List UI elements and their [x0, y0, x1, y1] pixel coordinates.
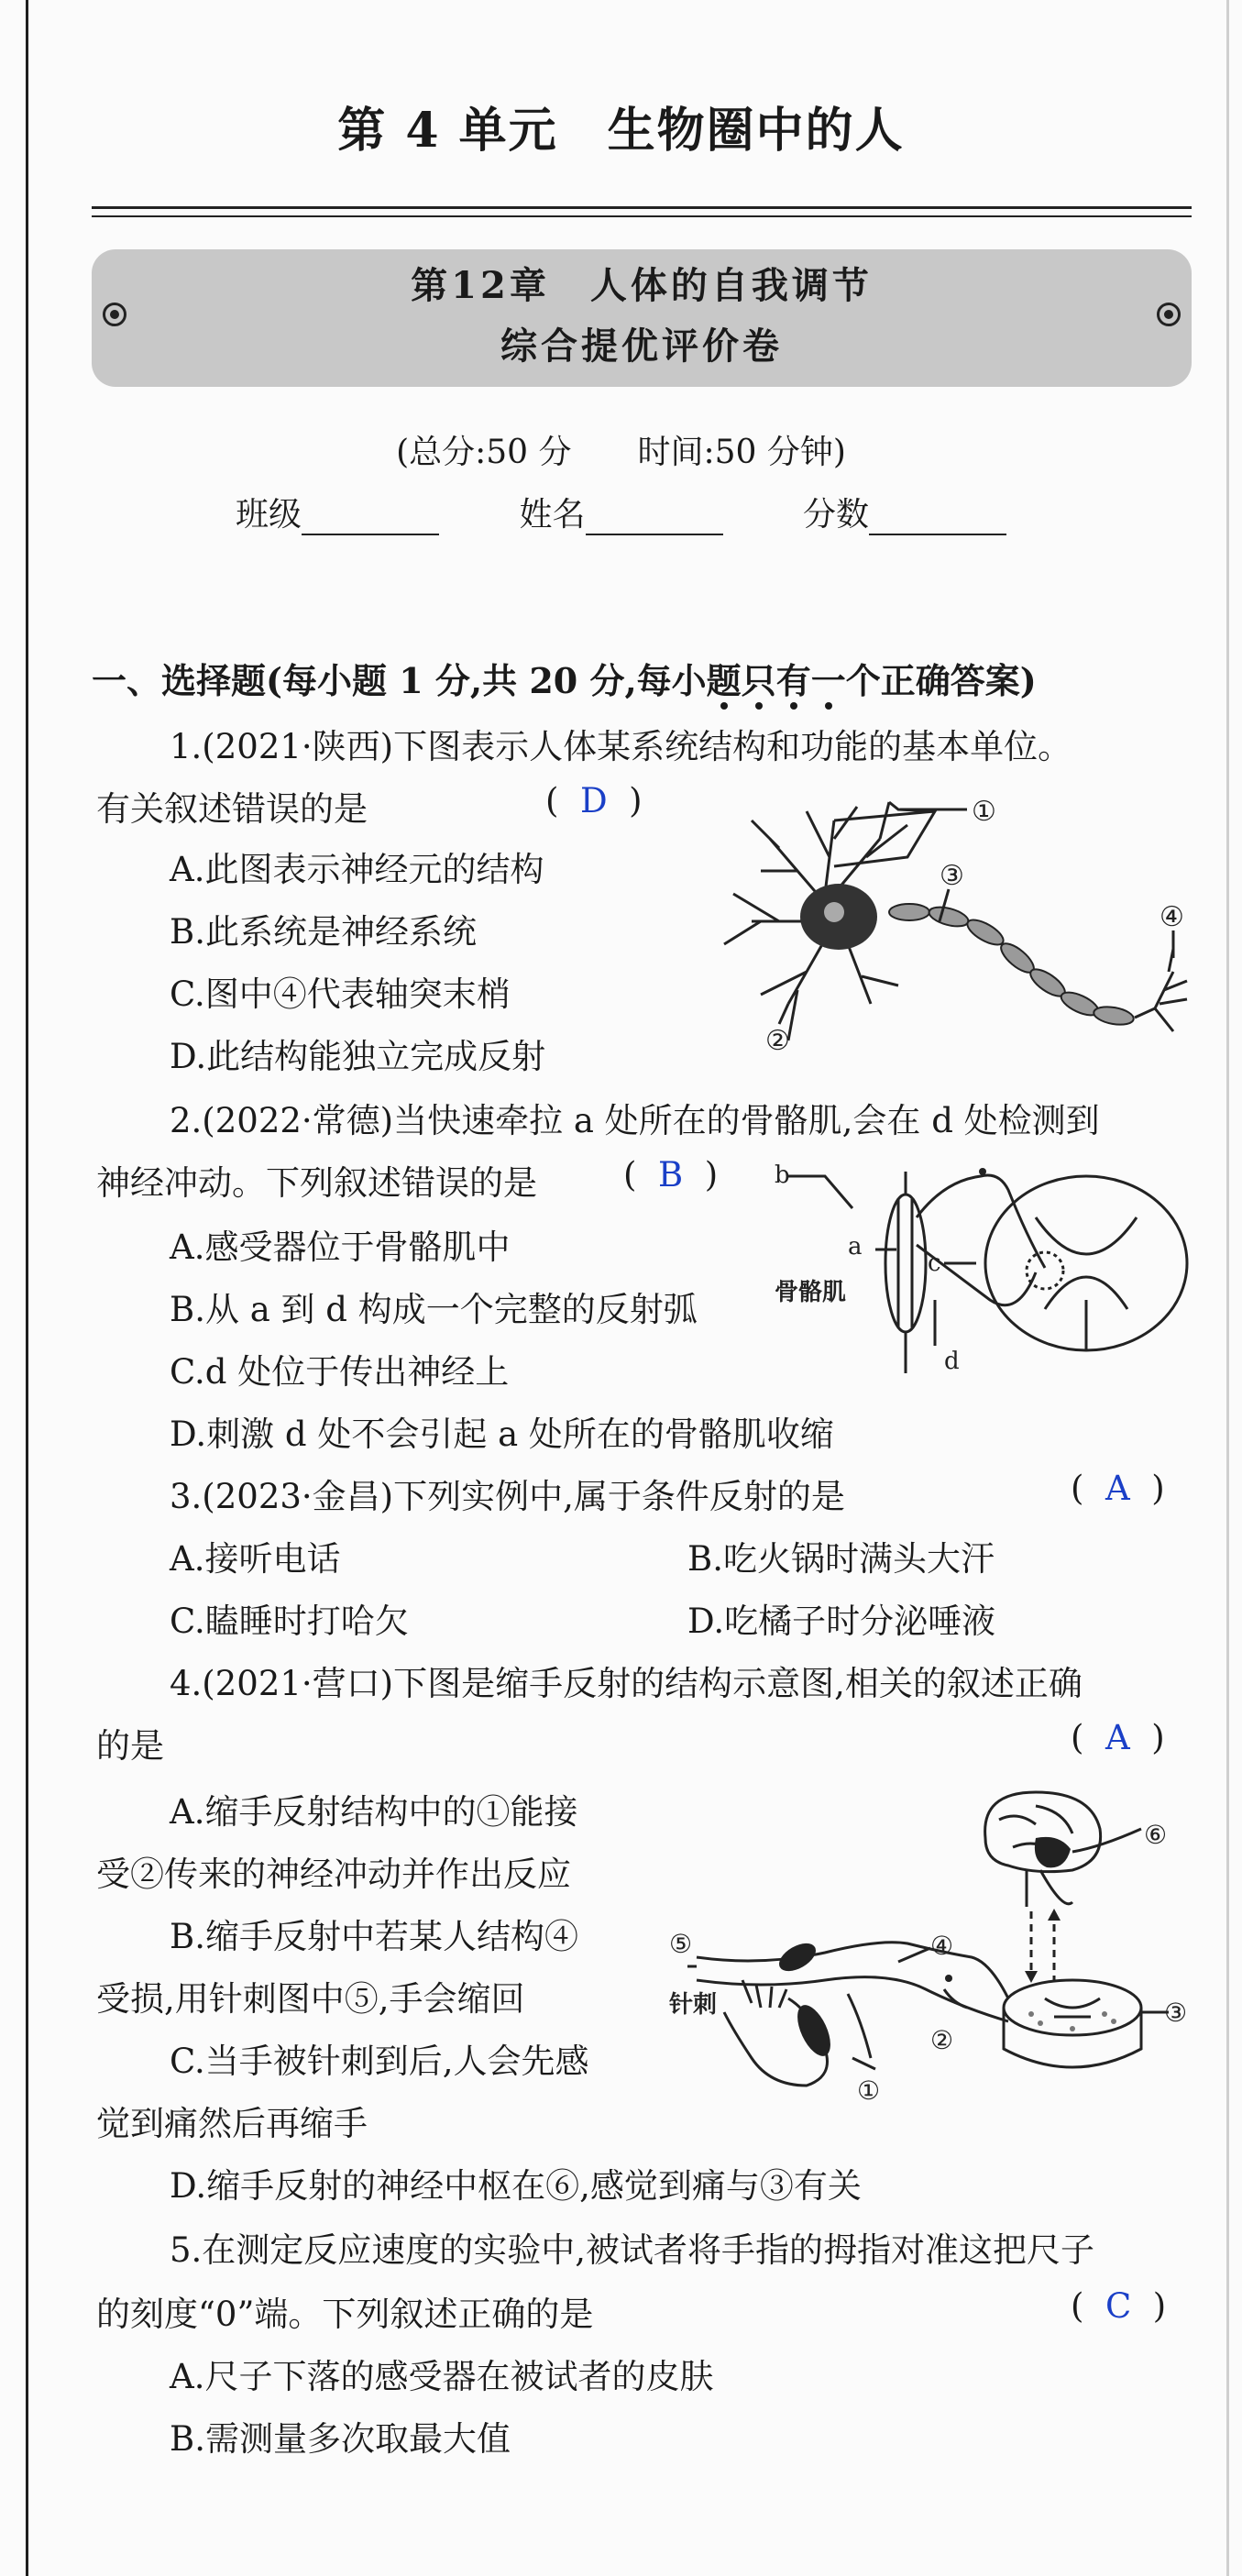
- score-field[interactable]: [869, 501, 1006, 535]
- label: ①: [857, 2075, 881, 2106]
- question-stem: 4.(2021·营口)下图是缩手反射的结构示意图,相关的叙述正确: [170, 1664, 1083, 1703]
- option: B.此系统是神经系统: [170, 912, 477, 952]
- option: C.当手被针刺到后,人会先感: [170, 2042, 589, 2081]
- answer: D: [579, 781, 608, 820]
- question-stem: 1.(2021·陕西)下图表示人体某系统结构和功能的基本单位。: [170, 727, 1072, 766]
- option: 受②传来的神经冲动并作出反应: [96, 1855, 571, 1894]
- answer-bracket: ( B ): [623, 1155, 719, 1194]
- label: ②: [765, 1025, 790, 1057]
- exam-title: 综合提优评价卷: [500, 325, 783, 368]
- option: C.瞌睡时打哈欠: [170, 1602, 409, 1641]
- label: d: [944, 1348, 960, 1375]
- label: ②: [930, 2025, 954, 2055]
- class-field[interactable]: [302, 501, 439, 535]
- divider: [92, 215, 1192, 217]
- option: A.感受器位于骨骼肌中: [170, 1227, 511, 1267]
- label: b: [775, 1162, 790, 1189]
- option: B.从 a 到 d 构成一个完整的反射弧: [170, 1290, 698, 1329]
- answer: A: [1105, 1718, 1130, 1757]
- score-label: 分数: [802, 496, 869, 534]
- label: ⑥: [1144, 1820, 1168, 1850]
- withdrawal-reflex-diagram: [669, 1783, 1192, 2113]
- question-stem: 有关叙述错误的是: [96, 789, 368, 829]
- option: D.缩手反射的神经中枢在⑥,感觉到痛与③有关: [170, 2166, 862, 2206]
- page-edge: [1226, 0, 1229, 2576]
- option: D.吃橘子时分泌唾液: [687, 1602, 996, 1641]
- section-heading: 一、选择题(每小题 1 分,共 20 分,每小题只有一个正确答案): [92, 660, 1037, 701]
- question-stem: 3.(2023·金昌)下列实例中,属于条件反射的是: [170, 1477, 845, 1516]
- answer-bracket: ( C ): [1071, 2286, 1167, 2326]
- label: ⑤: [669, 1929, 693, 1959]
- label: ①: [972, 796, 996, 828]
- question-stem: 5.在测定反应速度的实验中,被试者将手指的拇指对准这把尺子: [170, 2230, 1095, 2270]
- name-label: 姓名: [519, 496, 586, 534]
- option: D.此结构能独立完成反射: [170, 1037, 546, 1076]
- label: ③: [1164, 1998, 1188, 2028]
- option: 觉到痛然后再缩手: [96, 2104, 368, 2143]
- label: c: [928, 1249, 941, 1277]
- option: B.需测量多次取最大值: [170, 2419, 511, 2459]
- answer-bracket: ( A ): [1071, 1469, 1165, 1508]
- label: 骨骼肌: [775, 1279, 847, 1306]
- reflex-arc-diagram: [770, 1162, 1192, 1392]
- question-stem: 的是: [96, 1726, 164, 1766]
- question-stem: 2.(2022·常德)当快速牵拉 a 处所在的骨骼肌,会在 d 处检测到: [170, 1101, 1100, 1140]
- question-stem: 神经冲动。下列叙述错误的是: [96, 1163, 537, 1203]
- page-edge: [26, 0, 28, 2576]
- exam-meta: (总分:50 分 时间:50 分钟): [396, 434, 846, 471]
- option: C.d 处位于传出神经上: [170, 1352, 510, 1392]
- option: 受损,用针刺图中⑤,手会缩回: [96, 1979, 525, 2019]
- divider: [92, 206, 1192, 209]
- answer: A: [1105, 1469, 1130, 1508]
- option: A.接听电话: [170, 1539, 341, 1579]
- option: C.图中④代表轴突末梢: [170, 974, 511, 1014]
- answer-bracket: ( D ): [545, 781, 643, 820]
- label: ④: [1160, 901, 1184, 933]
- question-stem: 的刻度“0”端。下列叙述正确的是: [96, 2295, 594, 2334]
- answer: B: [657, 1155, 684, 1194]
- option: A.尺子下落的感受器在被试者的皮肤: [170, 2357, 714, 2396]
- class-label: 班级: [236, 496, 302, 534]
- neuron-diagram: [697, 784, 1192, 1059]
- emphasis-dots: [715, 701, 862, 712]
- unit-title: 第 4 单元 生物圈中的人: [337, 103, 905, 159]
- label: ④: [930, 1931, 954, 1961]
- name-field[interactable]: [586, 501, 723, 535]
- emphasis-text: 只有一个: [741, 660, 881, 701]
- chapter-title: 第12章 人体的自我调节: [411, 264, 873, 307]
- option: B.缩手反射中若某人结构④: [170, 1917, 578, 1956]
- label: ③: [940, 860, 964, 892]
- option: D.刺激 d 处不会引起 a 处所在的骨骼肌收缩: [170, 1415, 834, 1454]
- label: 针刺: [669, 1991, 718, 2019]
- info-fields: [0, 489, 1242, 535]
- answer-bracket: ( A ): [1071, 1718, 1165, 1757]
- chapter-banner: [92, 249, 1192, 387]
- option: A.此图表示神经元的结构: [170, 850, 544, 889]
- answer: C: [1105, 2286, 1132, 2326]
- option: A.缩手反射结构中的①能接: [170, 1792, 578, 1832]
- label: a: [848, 1233, 863, 1260]
- option: B.吃火锅时满头大汗: [687, 1539, 995, 1579]
